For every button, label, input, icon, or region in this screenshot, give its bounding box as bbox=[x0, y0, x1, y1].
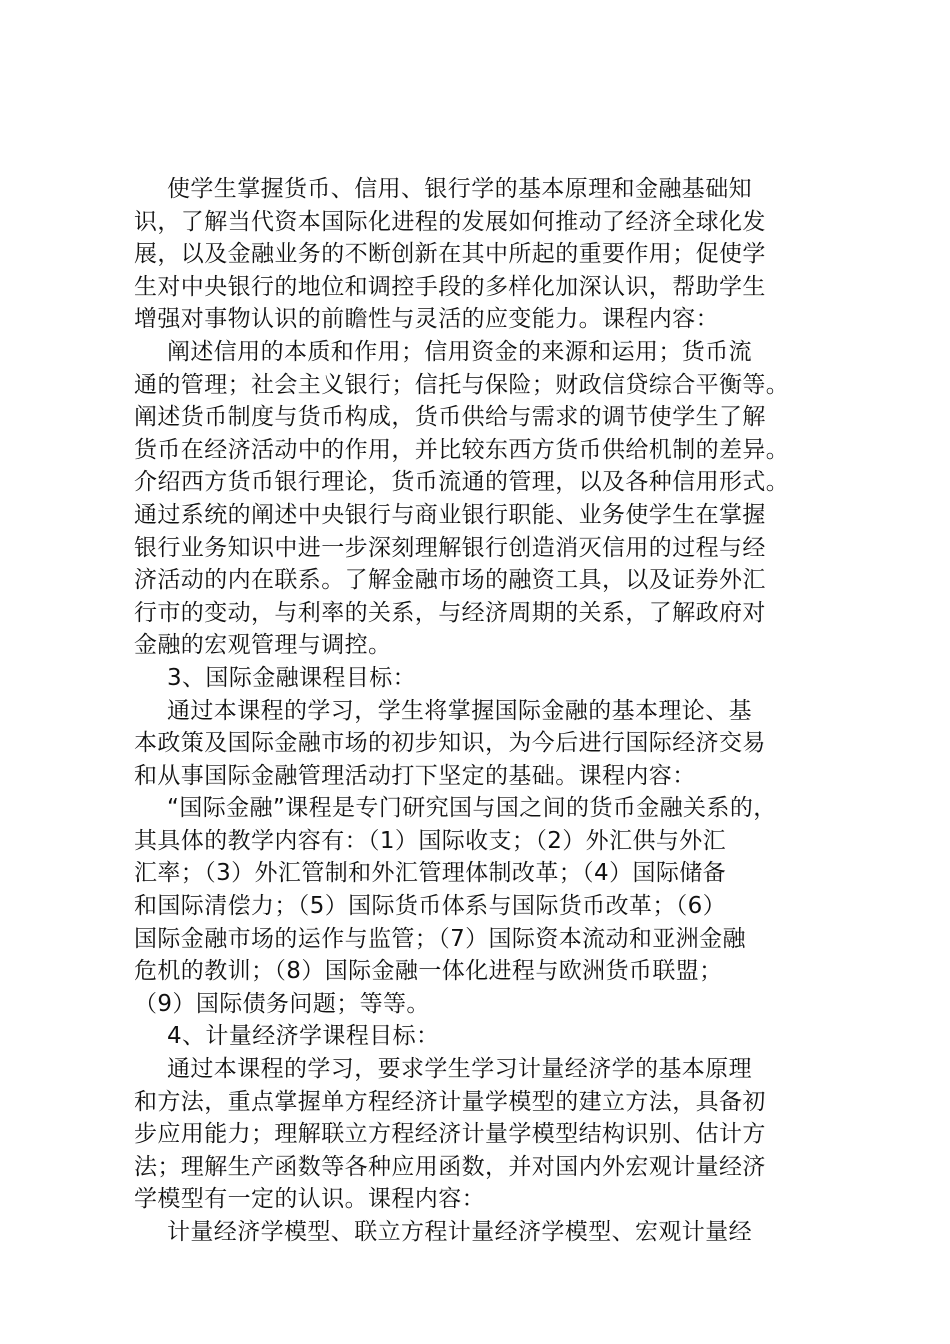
text-line: 展，以及金融业务的不断创新在其中所起的重要作用；促使学 bbox=[134, 241, 766, 268]
text-line: 使学生掌握货币、信用、银行学的基本原理和金融基础知 bbox=[167, 176, 752, 202]
text-line: 和方法，重点掌握单方程经济计量学模型的建立方法，具备初 bbox=[134, 1088, 766, 1115]
text-line: 通过系统的阐述中央银行与商业银行职能、业务使学生在掌握 bbox=[134, 501, 766, 528]
text-line: 金融的宏观管理与调控。 bbox=[134, 632, 392, 659]
text-line: 和从事国际金融管理活动打下坚定的基础。课程内容： bbox=[134, 762, 696, 789]
text-line: 国际金融市场的运作与监管；（7）国际资本流动和亚洲金融 bbox=[134, 925, 746, 952]
text-line: 本政策及国际金融市场的初步知识，为今后进行国际经济交易 bbox=[134, 730, 766, 757]
text-line: （9）国际债务问题；等等。 bbox=[134, 990, 430, 1017]
text-line: 行市的变动，与利率的关系，与经济周期的关系，了解政府对 bbox=[134, 599, 766, 626]
text-line: 和国际清偿力；（5）国际货币体系与国际货币改革；（6） bbox=[134, 893, 727, 920]
text-line: 其具体的教学内容有：（1）国际收支；（2）外汇供与外汇 bbox=[134, 827, 727, 854]
text-line: 危机的教训；（8）国际金融一体化进程与欧洲货币联盟； bbox=[134, 958, 723, 985]
document-body bbox=[134, 173, 834, 1249]
text-line: 增强对事物认识的前瞻性与灵活的应变能力。课程内容： bbox=[134, 306, 719, 333]
text-line: 生对中央银行的地位和调控手段的多样化加深认识，帮助学生 bbox=[134, 273, 766, 300]
text-line: 阐述货币制度与货币构成，货币供给与需求的调节使学生了解 bbox=[134, 404, 766, 431]
text-line: 济活动的内在联系。了解金融市场的融资工具，以及证券外汇 bbox=[134, 567, 766, 594]
text-line: 银行业务知识中进一步深刻理解银行创造消灭信用的过程与经 bbox=[134, 534, 766, 561]
text-line: 识，了解当代资本国际化进程的发展如何推动了经济全球化发 bbox=[134, 208, 766, 235]
text-line: 步应用能力；理解联立方程经济计量学模型结构识别、估计方 bbox=[134, 1121, 766, 1148]
text-line: 货币在经济活动中的作用，并比较东西方货币供给机制的差异。 bbox=[134, 436, 790, 463]
text-line: 通的管理；社会主义银行；信托与保险；财政信贷综合平衡等。 bbox=[134, 371, 790, 398]
text-line: 通过本课程的学习，要求学生学习计量经济学的基本原理 bbox=[167, 1056, 752, 1083]
text-line: 4、计量经济学课程目标： bbox=[167, 1023, 440, 1050]
text-line: 学模型有一定的认识。课程内容： bbox=[134, 1186, 485, 1213]
text-line: 法；理解生产函数等各种应用函数，并对国内外宏观计量经济 bbox=[134, 1153, 766, 1180]
text-line: 3、国际金融课程目标： bbox=[167, 664, 417, 691]
text-line: 通过本课程的学习，学生将掌握国际金融的基本理论、基 bbox=[167, 697, 752, 724]
text-line: 阐述信用的本质和作用；信用资金的来源和运用；货币流 bbox=[167, 338, 752, 365]
text-line: 介绍西方货币银行理论，货币流通的管理，以及各种信用形式。 bbox=[134, 469, 790, 496]
text-line: 汇率；（3）外汇管制和外汇管理体制改革；（4）国际储备 bbox=[134, 860, 727, 887]
text-line: 计量经济学模型、联立方程计量经济学模型、宏观计量经 bbox=[167, 1219, 752, 1245]
text-line: “国际金融”课程是专门研究国与国之间的货币金融关系的， bbox=[167, 795, 777, 822]
